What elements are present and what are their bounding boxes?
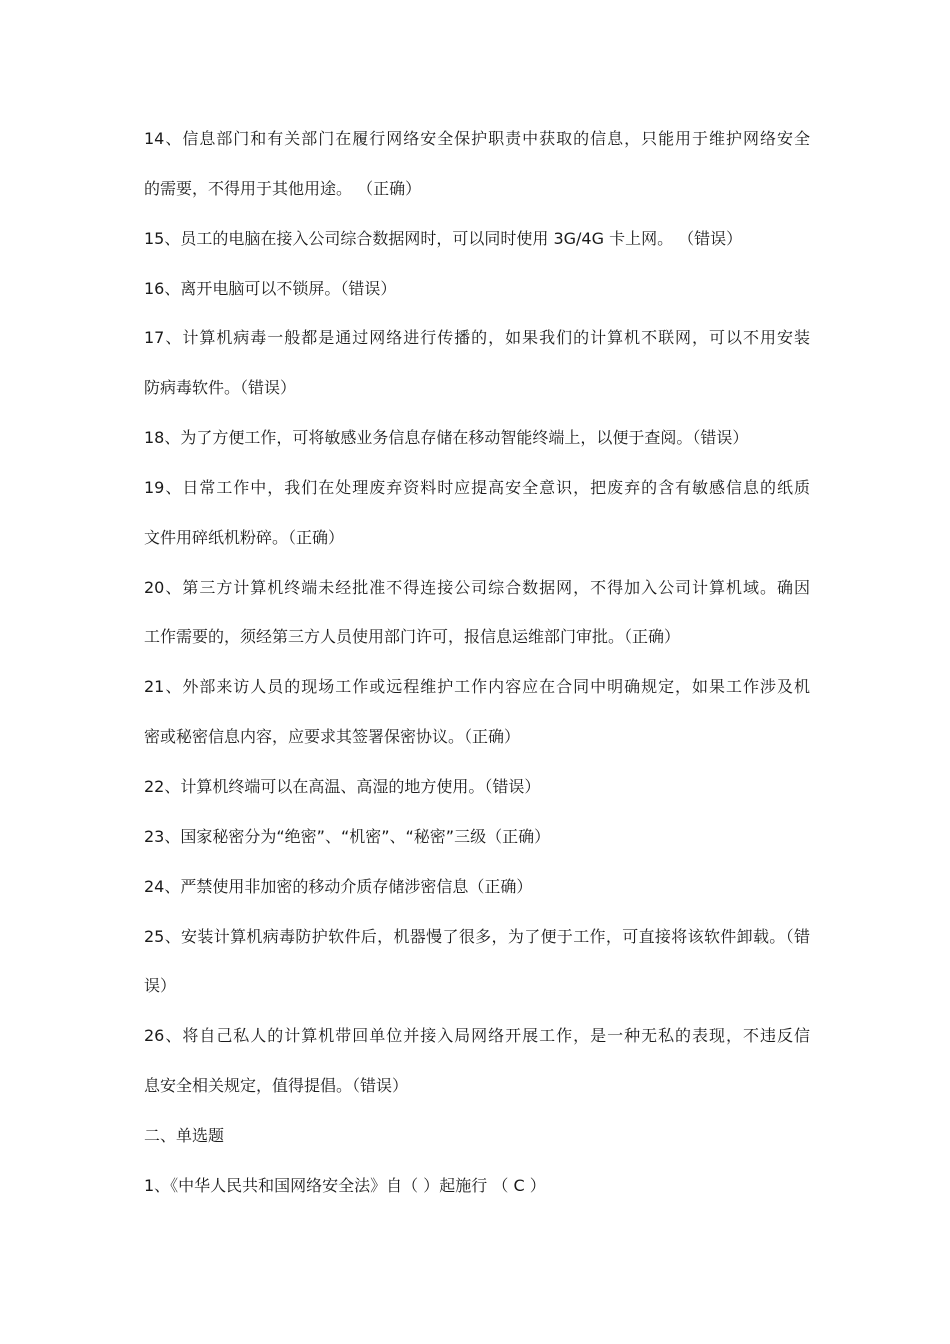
text-line: 密或秘密信息内容，应要求其签署保密协议。（正确） — [144, 727, 521, 747]
text-line: 22、计算机终端可以在高温、高湿的地方使用。（错误） — [144, 776, 541, 796]
text-line: 1、《中华人民共和国网络安全法》自（ ）起施行 （ C ） — [144, 1175, 546, 1195]
text-line: 24、严禁使用非加密的移动介质存储涉密信息（正确） — [144, 876, 533, 896]
text-line: 21、外部来访人员的现场工作或远程维护工作内容应在合同中明确规定，如果工作涉及机 — [144, 677, 810, 697]
document-body — [144, 114, 810, 1211]
text-line: 的需要，不得用于其他用途。 （正确） — [144, 178, 422, 198]
text-line: 误） — [144, 976, 177, 996]
text-line: 15、员工的电脑在接入公司综合数据网时，可以同时使用 3G/4G 卡上网。 （错误） — [144, 228, 743, 248]
text-line: 文件用碎纸机粉碎。（正确） — [144, 527, 345, 547]
text-line: 息安全相关规定，值得提倡。（错误） — [144, 1076, 409, 1096]
section-heading: 二、单选题 — [144, 1125, 225, 1145]
text-line: 20、第三方计算机终端未经批准不得连接公司综合数据网，不得加入公司计算机域。确因 — [144, 577, 810, 597]
text-line: 16、离开电脑可以不锁屏。（错误） — [144, 278, 397, 298]
text-line: 17、计算机病毒一般都是通过网络进行传播的，如果我们的计算机不联网，可以不用安装 — [144, 328, 810, 348]
text-line: 25、安装计算机病毒防护软件后，机器慢了很多，为了便于工作，可直接将该软件卸载。（错 — [144, 926, 810, 946]
text-line: 工作需要的，须经第三方人员使用部门许可，报信息运维部门审批。（正确） — [144, 627, 681, 647]
text-line: 19、日常工作中，我们在处理废弃资料时应提高安全意识，把废弃的含有敏感信息的纸质 — [144, 477, 810, 497]
text-line: 防病毒软件。（错误） — [144, 378, 297, 398]
text-line: 14、信息部门和有关部门在履行网络安全保护职责中获取的信息，只能用于维护网络安全 — [144, 129, 810, 148]
text-line: 18、为了方便工作，可将敏感业务信息存储在移动智能终端上，以便于查阅。（错误） — [144, 428, 749, 448]
text-line: 26、将自己私人的计算机带回单位并接入局网络开展工作，是一种无私的表现，不违反信 — [144, 1026, 810, 1046]
text-line: 23、国家秘密分为“绝密”、“机密”、“秘密”三级（正确） — [144, 826, 551, 846]
